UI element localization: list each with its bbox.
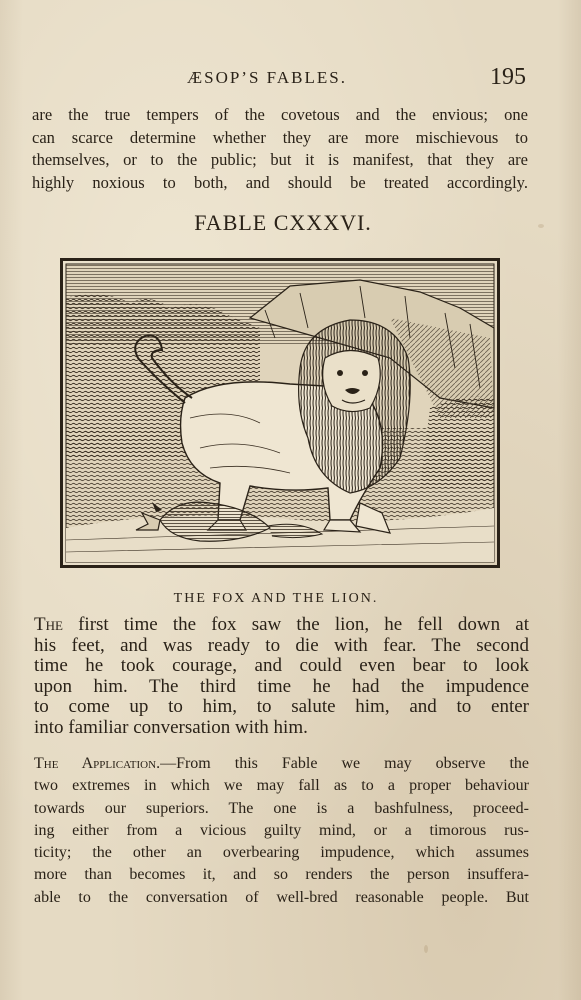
fable-line: time he took courage, and could even bear to look (34, 655, 529, 677)
fox-and-lion-engraving (60, 258, 500, 568)
application-line-text: —From this Fable we may observe the (160, 755, 530, 772)
fable-line: his feet, and was ready to die with fear. The second (34, 634, 529, 656)
application-line: able to the conversation of well-bred reasonable people. But (34, 888, 529, 906)
intro-line: are the true tempers of the covetous and the envious; one (32, 105, 528, 124)
running-head (0, 64, 581, 94)
paper-stain (424, 945, 428, 953)
fable-line: into familiar conversation with him. (34, 716, 308, 738)
intro-line: can scarce determine whether they are more mischievous to (32, 127, 528, 147)
application-heading: The Application. (34, 755, 161, 772)
fable-number: FABLE CXXXVI. (194, 210, 372, 235)
application-paragraph (34, 753, 529, 909)
application-line: more than becomes it, and so renders the person insuffera- (34, 866, 529, 884)
running-title: ÆSOP’S FABLES. (187, 68, 347, 87)
fable-line (34, 615, 529, 636)
page-number: 195 (490, 64, 526, 90)
application-line: ing either from a vicious guilty mind, or a timorous rus- (34, 821, 529, 839)
application-line: towards our superiors. The one is a bashfulness, proceed- (34, 799, 529, 817)
fable-line-text: first time the fox saw the lion, he fell down at (62, 614, 529, 635)
fable-line: upon him. The third time he had the impudence (34, 675, 529, 697)
fable-line: to come up to him, to salute him, and to enter (34, 696, 529, 718)
application-line: two extremes in which we may fall as to a proper behaviour (34, 777, 529, 795)
application-line: ticity; the other an overbearing impudence, which assumes (34, 844, 529, 862)
paper-stain (538, 224, 544, 228)
intro-paragraph (32, 104, 528, 194)
application-line (34, 753, 529, 775)
fable-caption: THE FOX AND THE LION. (173, 591, 379, 606)
intro-line: themselves, or to the public; but it is manifest, that they are (32, 150, 528, 169)
intro-line: highly noxious to both, and should be treated accordingly. (32, 172, 528, 192)
first-word: The (34, 614, 63, 635)
fable-body (34, 615, 529, 739)
